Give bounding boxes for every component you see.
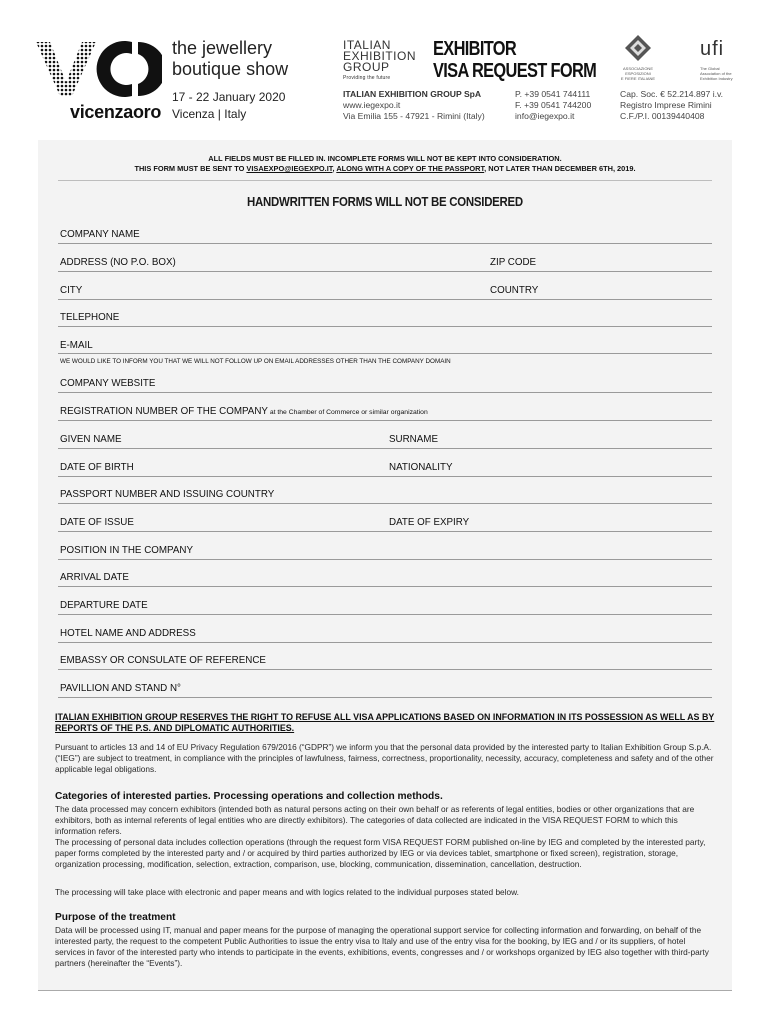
- dob-label: DATE OF BIRTH: [60, 462, 134, 473]
- registration-label-note: at the Chamber of Commerce or similar organization: [267, 409, 428, 416]
- ufi-text-3: Exhibition Industry: [700, 76, 733, 81]
- form-panel: [38, 140, 732, 990]
- registration-input[interactable]: [58, 420, 712, 421]
- departure-input[interactable]: [58, 614, 712, 615]
- visa-email-link[interactable]: VISAEXPO@IEGEXPO.IT: [246, 164, 333, 173]
- reserve-notice: ITALIAN EXHIBITION GROUP RESERVES THE RIGHT TO REFUSE ALL VISA APPLICATIONS BASED ON INFORMATION IN ITS POSSESSION AS WELL AS BY REPORTS OF THE P.S. AND DIPLOMATIC AUTHORITIES.: [55, 712, 715, 733]
- name-input[interactable]: [58, 448, 712, 449]
- date-issue-input[interactable]: [58, 531, 712, 532]
- date-expiry-label: DATE OF EXPIRY: [389, 517, 470, 528]
- aefi-logo-text: [620, 66, 656, 81]
- aefi-text-3: E FIERE ITALIANE: [620, 76, 656, 81]
- country-label: COUNTRY: [490, 285, 539, 296]
- notice-line-1: ALL FIELDS MUST BE FILLED IN. INCOMPLETE FORMS WILL NOT BE KEPT INTO CONSIDERATION.: [208, 154, 562, 163]
- given-name-label: GIVEN NAME: [60, 434, 122, 445]
- position-label: POSITION IN THE COMPANY: [60, 545, 193, 556]
- vicenzaoro-brand: vicenzaoro: [70, 102, 162, 122]
- handwritten-warning: HANDWRITTEN FORMS WILL NOT BE CONSIDERED: [247, 194, 523, 209]
- email-input[interactable]: [58, 353, 712, 354]
- hotel-label: HOTEL NAME AND ADDRESS: [60, 628, 196, 639]
- form-title-line-2: VISA REQUEST FORM: [433, 60, 597, 82]
- website-label: COMPANY WEBSITE: [60, 378, 156, 389]
- city-input[interactable]: [58, 299, 712, 300]
- event-dates: 17 - 22 January 2020: [172, 90, 286, 104]
- company-registry-block: [620, 89, 723, 122]
- departure-label: DEPARTURE DATE: [60, 600, 148, 611]
- email-label: E-MAIL: [60, 340, 93, 351]
- form-title: [433, 38, 596, 82]
- dob-input[interactable]: [58, 476, 712, 477]
- company-email: info@iegexpo.it: [515, 111, 575, 121]
- ieg-logo-line-2: EXHIBITION: [343, 49, 417, 63]
- form-title-line-1: EXHIBITOR: [433, 38, 517, 60]
- privacy-intro: Pursuant to articles 13 and 14 of EU Privacy Regulation 679/2016 (“GDPR”) we inform you that the personal data provided by the interested party to Italian Exhibition Group S.p.A. (“IEG”) are subject to treatment, in compliance with the principles of lawfulness, fairness, correctness, proportionality, necessity, accuracy, completeness and safety and of the other applicable legal obligations.: [55, 742, 714, 774]
- surname-label: SURNAME: [389, 434, 438, 445]
- ieg-tagline: Providing the future: [343, 75, 391, 81]
- arrival-input[interactable]: [58, 586, 712, 587]
- pavillion-input[interactable]: [58, 697, 712, 698]
- ufi-logo-text: [700, 66, 736, 81]
- ufi-text-1: The Global: [700, 66, 720, 71]
- tagline: [172, 38, 288, 80]
- registration-label: [60, 406, 428, 417]
- company-registry: Registro Imprese Rimini: [620, 100, 712, 110]
- registration-label-main: REGISTRATION NUMBER OF THE COMPANY: [60, 406, 268, 417]
- company-name: ITALIAN EXHIBITION GROUP SpA: [343, 89, 482, 99]
- company-address-block: [343, 89, 485, 122]
- divider: [58, 180, 712, 181]
- ieg-logo-line-1: ITALIAN: [343, 38, 391, 52]
- notice-mid: ,: [332, 164, 337, 173]
- categories-paragraph-3: The processing will take place with electronic and paper means and with logics related to the individual purposes stated below.: [55, 887, 519, 897]
- pavillion-label: PAVILLION AND STAND N°: [60, 683, 181, 694]
- address-input[interactable]: [58, 271, 712, 272]
- hotel-input[interactable]: [58, 642, 712, 643]
- aefi-text-1: ASSOCIAZIONE: [622, 66, 653, 71]
- passport-input[interactable]: [58, 503, 712, 504]
- telephone-label: TELEPHONE: [60, 312, 120, 323]
- tagline-line-1: the jewellery: [172, 38, 273, 58]
- position-input[interactable]: [58, 559, 712, 560]
- categories-paragraph-1: The data processed may concern exhibitors (intended both as natural persons acting on their own behalf or as referents of legal entities, bodies or other organizations that are exhibitors, both as internal referents of legal entities who are directly exhibitors). The categories of data collected are indicated in the VISA REQUEST FORM to which this information refers.: [55, 804, 695, 836]
- purpose-paragraph: Data will be processed using IT, manual and paper means for the purpose of managing the operational support service for collecting information and forwarding, on behalf of the interested party, the request to the competent Public Authorities to issue the entry visa to Italy and use of the entry visa for the booking, by IEG and / or its suppliers, of hotel services in favor of the interested party who intends to participate in the events, exhibitions, events, congresses and / or workshops organized by IEG also together with third-party partners (hereinafter the “Events”).: [55, 925, 709, 968]
- vo-logo: [36, 40, 162, 98]
- notice-suffix: , NOT LATER THAN DECEMBER 6TH, 2019.: [484, 164, 636, 173]
- ufi-logo: ufi: [700, 38, 725, 60]
- company-phone: P. +39 0541 744111: [515, 89, 591, 99]
- nationality-label: NATIONALITY: [389, 462, 453, 473]
- company-name-input[interactable]: [58, 243, 712, 244]
- tagline-line-2: boutique show: [172, 59, 289, 79]
- company-capital: Cap. Soc. € 52.214.897 i.v.: [620, 89, 724, 99]
- page-header: [0, 0, 770, 140]
- aefi-logo-icon: [624, 34, 652, 62]
- event-info: [172, 89, 285, 123]
- zip-label: ZIP CODE: [490, 257, 537, 268]
- telephone-input[interactable]: [58, 326, 712, 327]
- company-fax: F. +39 0541 744200: [515, 100, 592, 110]
- aefi-text-2: ESPOSIZIONI: [625, 71, 651, 76]
- passport-label: PASSPORT NUMBER AND ISSUING COUNTRY: [60, 489, 275, 500]
- ufi-text-2: Association of the: [700, 71, 732, 76]
- ieg-logo: [343, 40, 416, 84]
- bottom-divider: [38, 990, 732, 991]
- city-label: CITY: [60, 285, 83, 296]
- company-website: www.iegexpo.it: [343, 100, 401, 110]
- categories-paragraph-2: The processing of personal data includes collection operations (through the request form VISA REQUEST FORM published on-line by IEG and completed by the interested party, paper forms completed by the interested party and / or acquired by third parties authorized by IEG or via devices tablet, smartphone or fixed screen), registration, storage, organization processing, modification, selection, extraction, comparison, use, blocking, communication, dissemination, cancellation, destruction.: [55, 837, 706, 869]
- date-issue-label: DATE OF ISSUE: [60, 517, 134, 528]
- purpose-heading: Purpose of the treatment: [55, 912, 176, 923]
- embassy-label: EMBASSY OR CONSULATE OF REFERENCE: [60, 655, 266, 666]
- company-name-label: COMPANY NAME: [60, 229, 140, 240]
- event-location: Vicenza | Italy: [172, 107, 247, 121]
- notice-passport: ALONG WITH A COPY OF THE PASSPORT: [336, 164, 485, 173]
- categories-heading: Categories of interested parties. Processing operations and collection methods.: [55, 791, 443, 802]
- company-contact-block: [515, 89, 591, 122]
- address-label: ADDRESS (NO P.O. BOX): [60, 257, 176, 268]
- notice-prefix: THIS FORM MUST BE SENT TO: [134, 164, 247, 173]
- company-vat: C.F./P.I. 00139440408: [620, 111, 705, 121]
- email-note: WE WOULD LIKE TO INFORM YOU THAT WE WILL NOT FOLLOW UP ON EMAIL ADDRESSES OTHER THAN THE COMPANY DOMAIN: [60, 358, 451, 365]
- arrival-label: ARRIVAL DATE: [60, 572, 129, 583]
- company-address: Via Emilia 155 - 47921 - Rimini (Italy): [343, 111, 485, 121]
- embassy-input[interactable]: [58, 669, 712, 670]
- website-input[interactable]: [58, 392, 712, 393]
- notice-line-2: [38, 164, 732, 173]
- ieg-logo-line-3: GROUP: [343, 60, 390, 74]
